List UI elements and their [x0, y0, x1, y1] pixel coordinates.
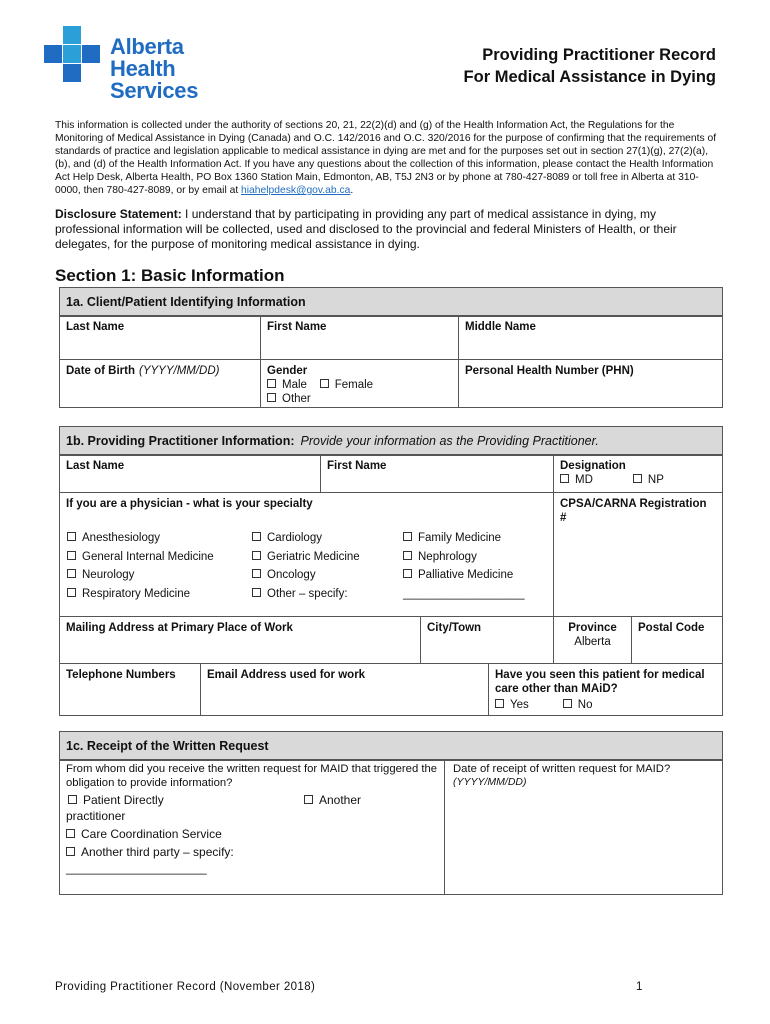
patient-phn-field[interactable]: Personal Health Number (PHN) [458, 359, 723, 408]
source-another-practitioner-checkbox[interactable]: Another [304, 793, 361, 807]
designation-md-checkbox[interactable]: MD [560, 474, 593, 486]
seen-no-checkbox[interactable]: No [563, 699, 593, 711]
gender-female-checkbox[interactable]: Female [320, 379, 373, 391]
patient-middle-name-field[interactable]: Middle Name [458, 315, 723, 360]
specialty-col-3 [403, 529, 525, 603]
patient-dob-field[interactable]: Date of Birth (YYYY/MM/DD) [59, 359, 261, 408]
specialty-geriatric-checkbox[interactable]: Geriatric Medicine [252, 548, 360, 567]
province-field: Province Alberta [553, 616, 632, 664]
specialty-col-1 [67, 529, 214, 603]
specialty-field: If you are a physician - what is your specialty Anesthesiology General Internal Medicine Neurology Respiratory Medicine Cardiology Geriatric Medicine Oncology Other – specify: Family Medicine Nephrology Palliative Medicine ___________________ [59, 492, 554, 617]
specialty-neurology-checkbox[interactable]: Neurology [67, 566, 214, 585]
gender-other-checkbox[interactable]: Other [267, 393, 311, 405]
specialty-anesthesiology-checkbox[interactable]: Anesthesiology [67, 529, 214, 548]
page-number: 1 [636, 981, 643, 993]
designation-np-checkbox[interactable]: NP [633, 474, 664, 486]
disclosure-statement: Disclosure Statement: I understand that by participating in providing any part of medical assistance in dying, my professional information will be collected, used and disclosed to the provincial and federal Ministers of Health, or their delegates, for the purpose of monitoring medical assistance in dying. [55, 207, 677, 251]
gender-male-checkbox[interactable]: Male [267, 379, 307, 391]
specialty-internal-medicine-checkbox[interactable]: General Internal Medicine [67, 548, 214, 567]
telephone-field[interactable]: Telephone Numbers [59, 663, 201, 716]
specialty-family-medicine-checkbox[interactable]: Family Medicine [403, 529, 525, 548]
postal-code-field[interactable]: Postal Code [631, 616, 723, 664]
document-title: Providing Practitioner Record For Medical Assistance in Dying [463, 46, 716, 86]
specialty-other-checkbox[interactable]: Other – specify: [252, 585, 360, 604]
practitioner-last-name-field[interactable]: Last Name [59, 454, 321, 493]
practitioner-first-name-field[interactable]: First Name [320, 454, 554, 493]
province-value: Alberta [574, 636, 611, 648]
patient-first-name-field[interactable]: First Name [260, 315, 459, 360]
section-1a-header: 1a. Client/Patient Identifying Information [60, 288, 722, 317]
specialty-other-specify-line[interactable]: ___________________ [403, 587, 525, 600]
specialty-col-2 [252, 529, 360, 603]
mailing-address-field[interactable]: Mailing Address at Primary Place of Work [59, 616, 421, 664]
specialty-cardiology-checkbox[interactable]: Cardiology [252, 529, 360, 548]
source-patient-checkbox[interactable]: Patient Directly [68, 793, 164, 807]
specialty-nephrology-checkbox[interactable]: Nephrology [403, 548, 525, 567]
seen-yes-checkbox[interactable]: Yes [495, 699, 529, 711]
specialty-palliative-checkbox[interactable]: Palliative Medicine [403, 566, 525, 585]
seen-patient-field: Have you seen this patient for medical care other than MAiD? Yes No [488, 663, 723, 716]
patient-gender-field: Gender Male Female Other [260, 359, 459, 408]
source-care-coordination-checkbox[interactable]: Care Coordination Service [66, 825, 438, 843]
third-party-specify-line[interactable]: ______________________ [66, 863, 207, 875]
section-1b-header: 1b. Providing Practitioner Information: Provide your information as the Providing Practitioner. [60, 427, 722, 456]
helpdesk-email-link[interactable]: hiahelpdesk@gov.ab.ca [241, 185, 351, 196]
patient-last-name-field[interactable]: Last Name [59, 315, 261, 360]
specialty-oncology-checkbox[interactable]: Oncology [252, 566, 360, 585]
cpsa-registration-field[interactable]: CPSA/CARNA Registration # [553, 492, 723, 617]
receipt-date-field[interactable]: Date of receipt of written request for MAID? (YYYY/MM/DD) [444, 759, 723, 895]
logo-wordmark: Alberta Health Services [110, 34, 199, 103]
intro-paragraph: This information is collected under the authority of sections 20, 21, 22(2)(d) and (g) of the Health Information Act, the Regulations for the Monitoring of Medical Assistance in Dying (Canada) and O.C. 142/2016 and O.C. 320/2016 for the purpose of confirming that the requirements of standards of practice and legislation applicable to medical assistance in dying are met and for the purposes set out in section 27(1)(g), 27(2)(a), (b), and (d) of the Health Information Act. If you have any questions about the collection of this information, please contact the Health Information Act Help Desk, Alberta Health, PO Box 1360 Station Main, Edmonton, AB, T5J 2N3 or by phone at 780-427-8089 or toll free in Alberta at 310-0000, then 780-427-8089, or by email at hiahelpdesk@gov.ab.ca. [55, 120, 717, 196]
source-third-party-checkbox[interactable]: Another third party – specify: [66, 843, 438, 861]
section-1c-header: 1c. Receipt of the Written Request [60, 732, 722, 761]
request-source-field: From whom did you receive the written request for MAID that triggered the obligation to provide information? Patient Directly Another practitioner Care Coordination Service Another third party – specify: ______________________ [59, 759, 445, 895]
specialty-respiratory-checkbox[interactable]: Respiratory Medicine [67, 585, 214, 604]
ahs-cross-icon [44, 26, 104, 84]
footer-doc-name: Providing Practitioner Record (November 2018) [55, 981, 316, 993]
section-1-title: Section 1: Basic Information [55, 266, 285, 285]
designation-field: Designation MD NP [553, 454, 723, 493]
ahs-logo [44, 26, 244, 103]
city-town-field[interactable]: City/Town [420, 616, 554, 664]
work-email-field[interactable]: Email Address used for work [200, 663, 489, 716]
